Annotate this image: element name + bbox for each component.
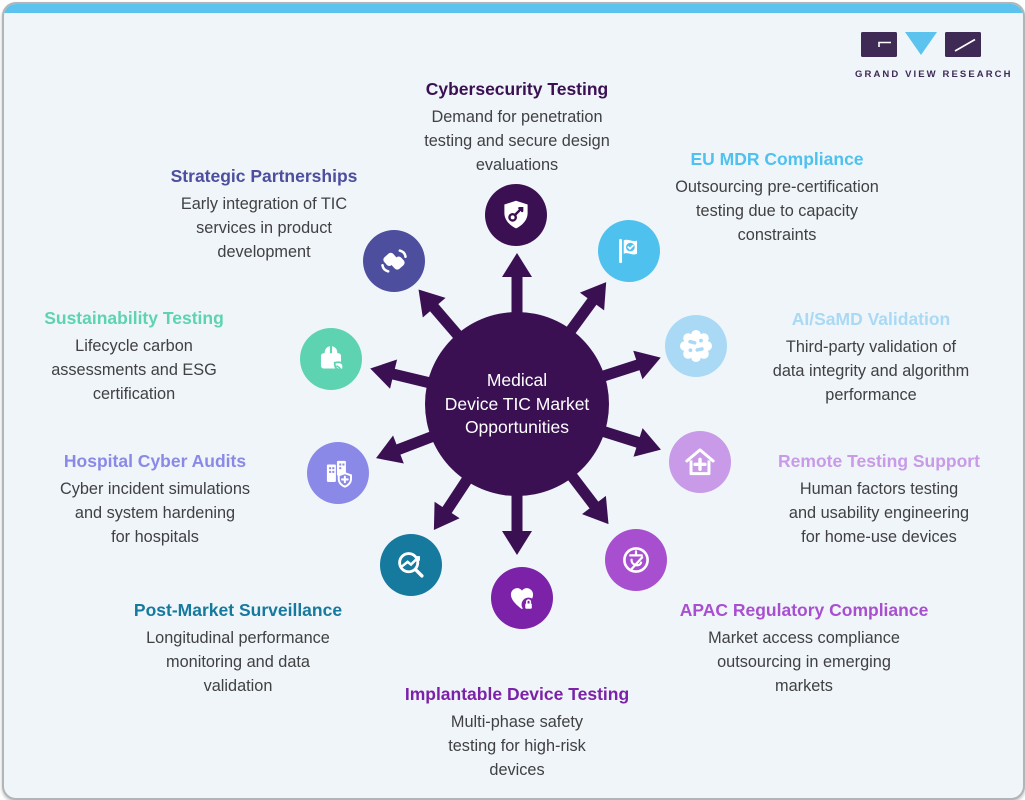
item-description: Longitudinal performance monitoring and data validation [146,629,330,695]
item-apac-regulatory-compliance [680,599,929,698]
item-title: APAC Regulatory Compliance [679,600,929,620]
item-cybersecurity-testing [424,78,610,177]
item-strategic-partnerships [171,165,358,264]
infographic-card [2,2,1025,800]
item-title: Post-Market Surveillance [133,600,343,620]
item-description: Lifecycle carbon assessments and ESG certification [51,337,217,403]
home-plus-icon [669,431,731,493]
item-description: Multi-phase safety testing for high-risk devices [448,713,586,779]
item-description: Early integration of TIC services in product development [180,195,348,261]
heart-lock-icon [491,567,553,629]
magnifier-trend-icon [380,534,442,596]
item-description: Market access compliance outsourcing in emerging markets [708,629,900,695]
building-shield-icon [307,442,369,504]
item-hospital-cyber-audits [60,450,250,549]
radial-arrow [502,489,532,555]
center-title: Medical Device TIC Market Opportunities [444,369,590,437]
item-ai-samd-validation [773,308,969,407]
diagram-stage [4,4,1025,800]
partnership-icon [363,230,425,292]
item-description: Demand for penetration testing and secure design evaluations [424,108,610,174]
flag-check-icon [598,220,660,282]
ai-seal-icon [665,315,727,377]
item-title: Sustainability Testing [44,308,224,328]
brand-name: GRAND VIEW RESEARCH [855,69,1013,80]
item-remote-testing-support [778,450,980,549]
item-title: Implantable Device Testing [404,684,630,704]
item-description: Third-party validation of data integrity and algorithm performance [772,338,970,404]
item-title: Strategic Partnerships [170,166,358,186]
item-title: AI/SaMD Validation [791,309,951,329]
market-access-icon [605,529,667,591]
item-eu-mdr-compliance [675,148,879,247]
item-title: Remote Testing Support [778,451,980,471]
item-title: Hospital Cyber Audits [63,451,247,471]
item-sustainability-testing [44,307,224,406]
item-title: Cybersecurity Testing [425,79,609,99]
item-implantable-device-testing [405,683,629,782]
radial-arrow [502,253,532,319]
gvr-logo-mark [861,32,995,59]
shield-key-icon [485,184,547,246]
grand-view-research-logo [855,32,1013,80]
item-description: Outsourcing pre-certification testing due to capacity constraints [675,178,879,244]
item-title: EU MDR Compliance [690,149,864,169]
box-leaf-icon [300,328,362,390]
item-description: Human factors testing and usability engineering for home-use devices [788,480,970,546]
item-description: Cyber incident simulations and system hardening for hospitals [59,480,251,546]
item-post-market-surveillance [134,599,342,698]
